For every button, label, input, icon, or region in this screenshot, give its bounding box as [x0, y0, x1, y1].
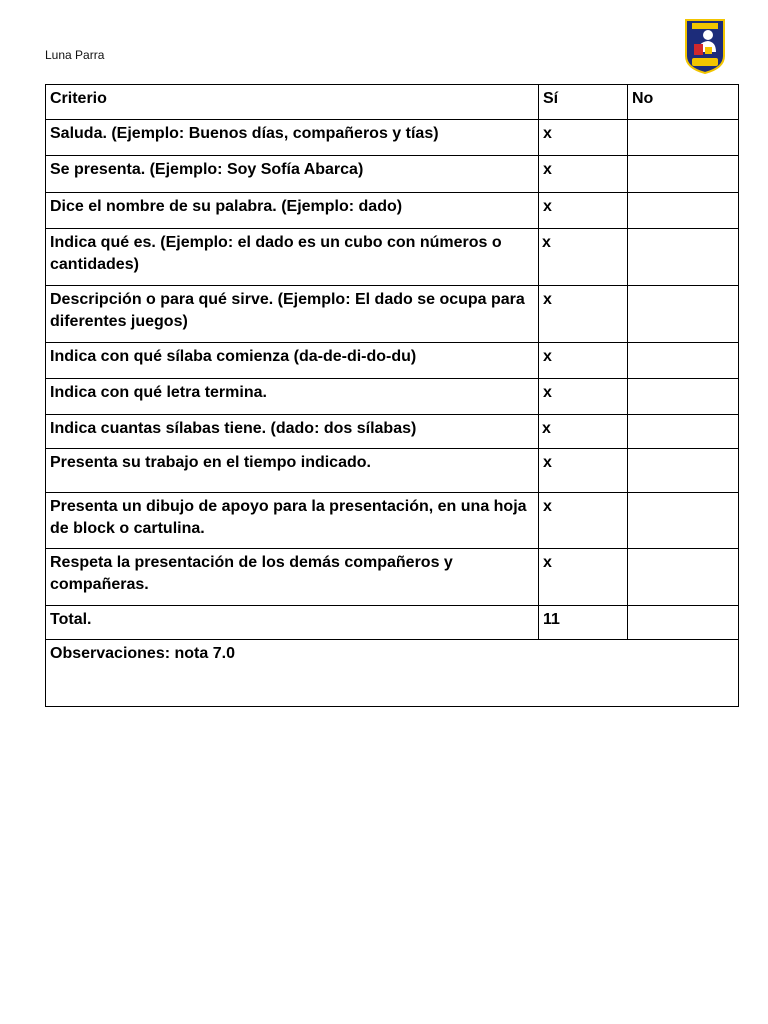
- header-si: Sí: [539, 85, 628, 120]
- si-cell: x: [539, 343, 628, 379]
- no-cell: [628, 379, 739, 415]
- no-cell: [628, 120, 739, 156]
- table-row: [46, 193, 739, 229]
- header-criterio: Criterio: [46, 85, 539, 120]
- si-cell: x: [539, 493, 628, 549]
- table-row: [46, 156, 739, 193]
- no-cell: [628, 449, 739, 493]
- criterion-cell: Indica cuantas sílabas tiene. (dado: dos sílabas): [46, 415, 539, 449]
- si-cell: x: [539, 415, 628, 449]
- criterion-cell: Indica con qué sílaba comienza (da-de-di-do-du): [46, 343, 539, 379]
- table-row: [46, 415, 739, 449]
- si-cell: x: [539, 449, 628, 493]
- total-row: [46, 606, 739, 640]
- table-row: [46, 379, 739, 415]
- no-cell: [628, 156, 739, 193]
- criterion-cell: Se presenta. (Ejemplo: Soy Sofía Abarca): [46, 156, 539, 193]
- no-cell: [628, 343, 739, 379]
- table-row: [46, 120, 739, 156]
- no-cell: [628, 286, 739, 343]
- criterion-cell: Descripción o para qué sirve. (Ejemplo: El dado se ocupa para diferentes juegos): [46, 286, 539, 343]
- si-cell: x: [539, 229, 628, 286]
- no-cell: [628, 415, 739, 449]
- table-row: [46, 549, 739, 606]
- table-row: [46, 229, 739, 286]
- no-cell: [628, 493, 739, 549]
- criterion-cell: Presenta su trabajo en el tiempo indicado.: [46, 449, 539, 493]
- table-row: [46, 286, 739, 343]
- no-cell: [628, 229, 739, 286]
- total-no: [628, 606, 739, 640]
- observations-cell: Observaciones: nota 7.0: [46, 640, 739, 707]
- school-crest-icon: [684, 18, 726, 74]
- table-row: [46, 449, 739, 493]
- table-row: [46, 493, 739, 549]
- criterion-cell: Dice el nombre de su palabra. (Ejemplo: dado): [46, 193, 539, 229]
- total-label: Total.: [46, 606, 539, 640]
- total-si: 11: [539, 606, 628, 640]
- criterion-cell: Indica qué es. (Ejemplo: el dado es un cubo con números o cantidades): [46, 229, 539, 286]
- no-cell: [628, 193, 739, 229]
- si-cell: x: [539, 193, 628, 229]
- criterion-cell: Saluda. (Ejemplo: Buenos días, compañeros y tías): [46, 120, 539, 156]
- student-name: Luna Parra: [45, 48, 105, 62]
- observations-row: [46, 640, 739, 707]
- si-cell: x: [539, 549, 628, 606]
- table-row: [46, 343, 739, 379]
- table-header-row: [46, 85, 739, 120]
- criterion-cell: Indica con qué letra termina.: [46, 379, 539, 415]
- no-cell: [628, 549, 739, 606]
- evaluation-rubric-table: [45, 84, 739, 707]
- si-cell: x: [539, 286, 628, 343]
- si-cell: x: [539, 156, 628, 193]
- si-cell: x: [539, 120, 628, 156]
- criterion-cell: Respeta la presentación de los demás compañeros y compañeras.: [46, 549, 539, 606]
- si-cell: x: [539, 379, 628, 415]
- header-no: No: [628, 85, 739, 120]
- criterion-cell: Presenta un dibujo de apoyo para la presentación, en una hoja de block o cartulina.: [46, 493, 539, 549]
